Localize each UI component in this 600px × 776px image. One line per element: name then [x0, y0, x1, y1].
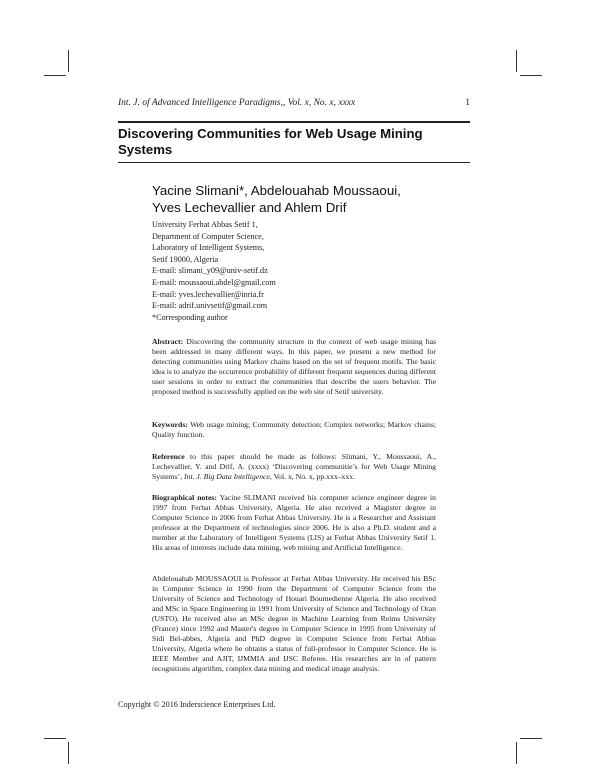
crop-mark-top-left [68, 50, 69, 72]
abstract-label: Abstract: [152, 337, 184, 346]
bio-moussaoui: Abdelouahab MOUSSAOUI is Professor at Ferhat Abbas University. He received his BSc in Computer Science in 1990 from the Department of Computer Science from the University of Science and Technology of Houari Boumedienne Algeria. He also received and MSc in Space Engineering in 1991 from University of Science and Technology of Oran (USTO). He received also an MSc degree in Machine Learning from Reims University (France) since 1992 and Master's degree in Computer Science in 1995 from University of Sidi Bel-abbes, Algeria and PhD degree in Computer Science from Ferhat Abbas University, Algeria where he obtains a status of full-professor in Computer Science. He is IEEE Member and AJIT, IJMMIA and IJSC Referee. His researches are in of pattern recognitions algorithm, complex data mining and medical image analysis. [152, 574, 436, 673]
keywords-label: Keywords: [152, 420, 188, 429]
email-line: E-mail: yves.lechevallier@inria.fr [152, 289, 264, 299]
crop-mark-top-right [520, 75, 542, 76]
affiliation-block [152, 219, 462, 323]
bio-slimani: Yacine SLIMANI received his computer science engineer degree in 1997 from Ferhat Abbas University, Algeria. He also received a Magister degree in Computer Science in 2006 from Ferhat Abbas University. He is a Researcher and Assistant professor at the Department of technologies since 2006. He is also a Ph.D. student and a member at the Laboratory of Intelligent Systems (LIS) at Ferhat Abbas University Setif 1. His areas of interests include data mining, web mining and Artificial Intelligence. [152, 493, 437, 552]
email-line: E-mail: adrif.univsetif@gmail.com [152, 301, 268, 311]
crop-mark-bottom-right [516, 742, 517, 764]
keywords [152, 420, 436, 440]
page-number: 1 [465, 98, 470, 108]
title-top-rule [118, 121, 470, 123]
reference-journal: Int. J. Big Data Intelligence [184, 471, 270, 481]
biographical-notes-label: Biographical notes: [152, 493, 217, 502]
abstract-text: Discovering the community structure in the context of web usage mining has been addressed in many different ways. In this paper, we present a new method for detecting communities using Markov chains based on the set of frequent motifs. The basic idea is to analyze the occurrence probability of different frequent sequences during different user sessions in order to extract the communities that describe the users behavior. The proposed method is successfully applied on the web site of Setif university. [152, 337, 437, 396]
crop-mark-top-left [44, 75, 66, 76]
journal-citation: Int. J. of Advanced Intelligence Paradigms,, Vol. x, No. x, xxxx [118, 98, 356, 108]
crop-mark-bottom-left [68, 742, 69, 764]
abstract [152, 337, 436, 397]
affiliation-line: University Ferhat Abbas Setif 1, [152, 220, 258, 229]
crop-mark-bottom-left [44, 738, 66, 739]
affiliation-line: Department of Computer Science, [152, 231, 264, 241]
affiliation-line: Setif 19000, Algeria [152, 254, 219, 264]
authors-line-2: Yves Lechevallier and Ahlem Drif [152, 200, 347, 215]
author-list [152, 182, 482, 216]
corresponding-author-note: *Corresponding author [152, 312, 228, 322]
crop-mark-top-right [516, 50, 517, 72]
reference-note [152, 452, 436, 482]
paper-title: Discovering Communities for Web Usage Mining Systems [118, 126, 423, 157]
keywords-text: Web usage mining; Community detection; Complex networks; Markov chains; Quality function. [152, 420, 436, 439]
biographical-notes [152, 493, 436, 553]
copyright-footer: Copyright © 2016 Inderscience Enterprises Ltd. [118, 700, 276, 709]
email-line: E-mail: moussaoui.abdel@gmail.com [152, 277, 276, 287]
reference-label: Reference [152, 452, 185, 461]
crop-mark-bottom-right [520, 738, 542, 739]
reference-volume: , Vol. x, No. x, pp.xxx–xxx. [269, 471, 356, 481]
authors-line-1: Yacine Slimani*, Abdelouahab Moussaoui, [152, 183, 401, 198]
email-line: E-mail: slimani_y09@univ-setif.dz [152, 266, 268, 276]
title-bottom-rule [118, 162, 470, 163]
affiliation-line: Laboratory of Intelligent Systems, [152, 243, 265, 253]
reference-text: to this paper should be made as follows: Slimani, Y., Moussaoui, A., Lechevallier, Y. and Drif, A. (xxxx) ‘Discovering communitie’s for Web Usage Mining Systems’, [152, 452, 437, 481]
running-head [118, 98, 470, 108]
